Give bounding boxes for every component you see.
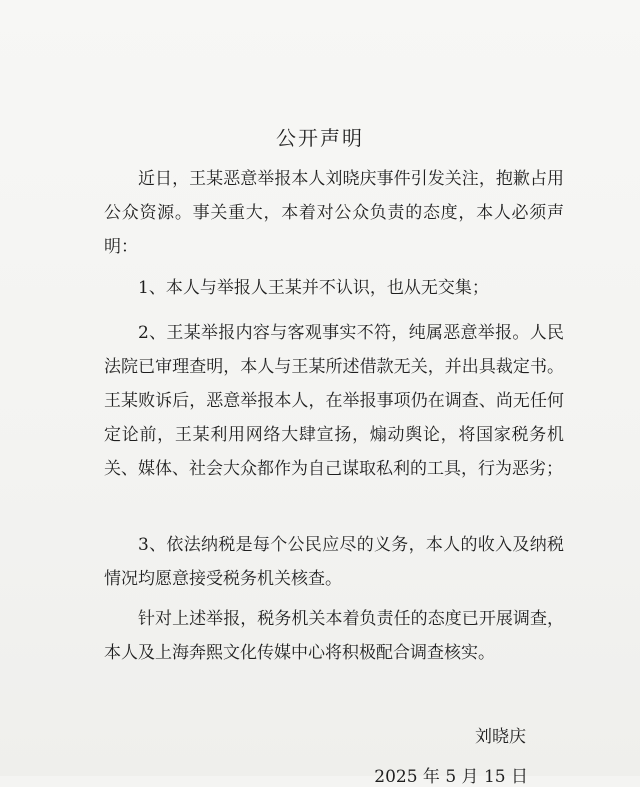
paragraph-point-3: 3、依法纳税是每个公民应尽的义务，本人的收入及纳税情况均愿意接受税务机关核查。 — [104, 535, 564, 589]
paragraph-point-1: 1、本人与举报人王某并不认识，也从无交集； — [138, 278, 489, 298]
paragraph-closing: 针对上述举报，税务机关本着负责任的态度已开展调查，本人及上海奔熙文化传媒中心将积极配合调查核实。 — [104, 609, 564, 663]
signature-name: 刘晓庆 — [475, 727, 526, 747]
paragraph-point-2: 2、王某举报内容与客观事实不符，纯属恶意举报。人民法院已审理查明，本人与王某所述借款无关，并出具裁定书。王某败诉后，恶意举报本人，在举报事项仍在调查、尚无任何定论前，王某利用网络大肆宣扬，煽动舆论，将国家税务机关、媒体、社会大众都作为自己谋取私利的工具，行为恶劣； — [104, 323, 564, 479]
statement-title: 公开声明 — [276, 126, 364, 150]
paragraph-intro: 近日，王某恶意举报本人刘晓庆事件引发关注，抱歉占用公众资源。事关重大，本着对公众负责的态度，本人必须声明： — [104, 169, 564, 257]
signature-date: 2025 年 5 月 15 日 — [374, 767, 528, 787]
